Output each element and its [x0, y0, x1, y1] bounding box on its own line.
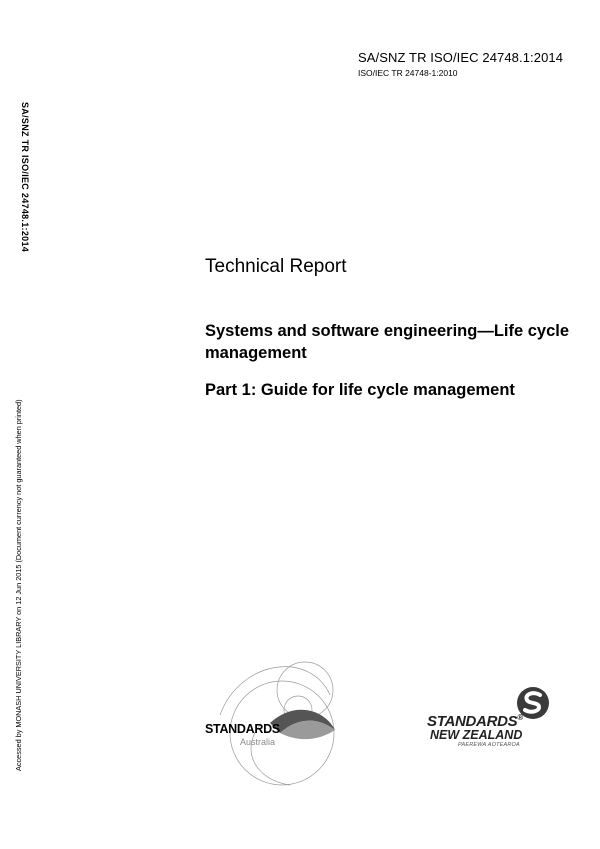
registered-mark: ® — [517, 713, 523, 722]
report-type: Technical Report — [205, 256, 347, 277]
standards-nz-country: NEW ZEALAND — [430, 728, 523, 742]
access-notice: Accessed by MONASH UNIVERSITY LIBRARY on 12 Jun 2015 (Document currency not guaranteed when printed) — [14, 399, 23, 771]
document-title: Systems and software engineering—Life cycle management — [205, 322, 570, 362]
iso-designation: ISO/IEC TR 24748-1:2010 — [358, 68, 458, 78]
standards-australia-wordmark: STANDARDS — [205, 722, 280, 736]
document-designation: SA/SNZ TR ISO/IEC 24748.1:2014 — [358, 50, 564, 65]
standards-australia-subtitle: Australia — [240, 737, 276, 747]
part-title: Part 1: Guide for life cycle management — [205, 381, 515, 399]
side-designation: SA/SNZ TR ISO/IEC 24748.1:2014 — [20, 102, 30, 253]
standards-nz-wordmark: STANDARDS® — [427, 713, 523, 730]
standards-nz-maori-name: PAEREWA AOTEAROA — [458, 742, 520, 748]
